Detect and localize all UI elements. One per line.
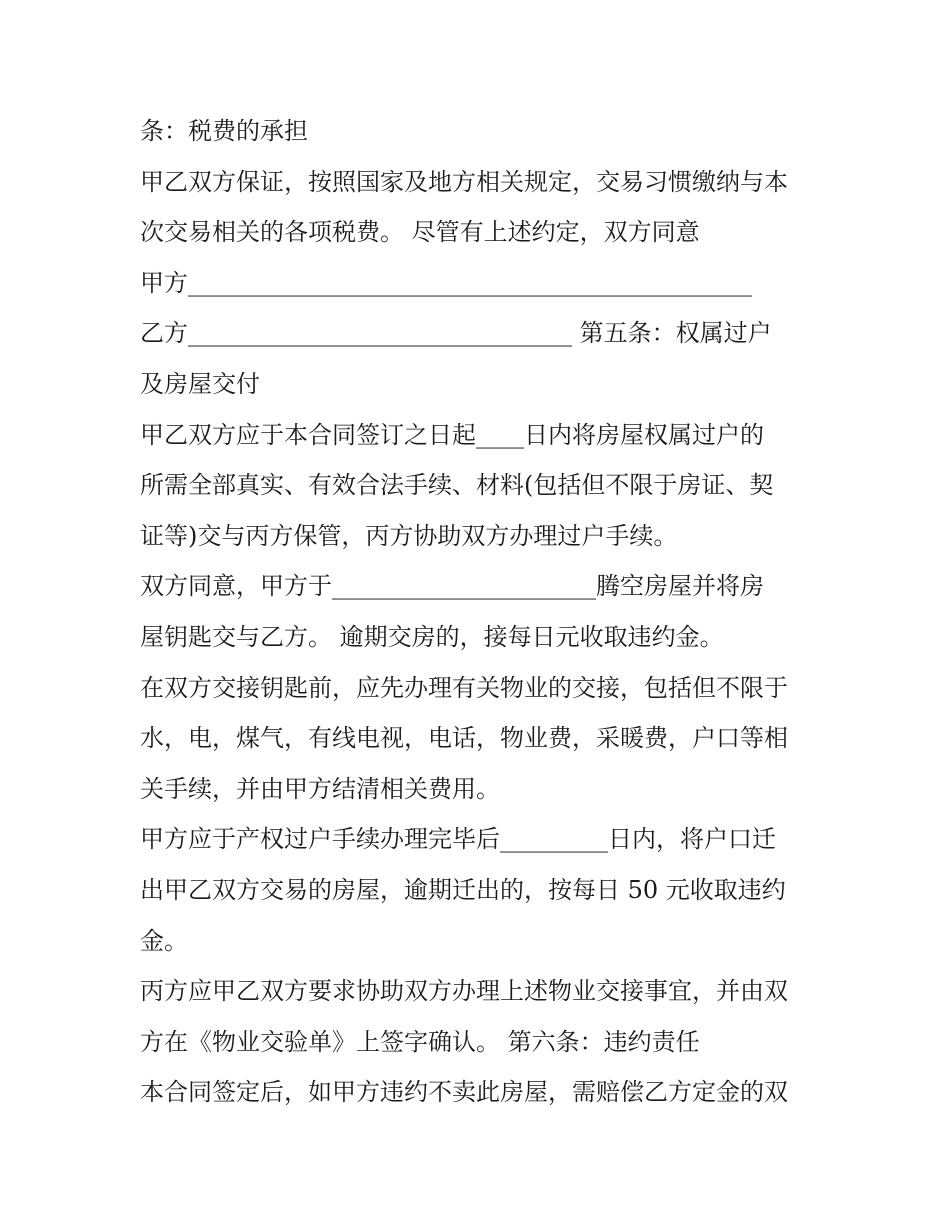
text-line: 水，电，煤气，有线电视，电话，物业费，采暖费，户口等相: [140, 724, 788, 753]
text-line: 丙方应甲乙双方要求协助双方办理上述物业交接事宜，并由双: [140, 977, 788, 1006]
text-line: 乙方________________________________ 第五条：权属过户: [140, 319, 772, 348]
text-line: 甲乙双方保证，按照国家及地方相关规定，交易习惯缴纳与本: [140, 167, 788, 196]
text-line: 关手续，并由甲方结清相关费用。: [140, 774, 500, 803]
text-line: 在双方交接钥匙前，应先办理有关物业的交接，包括但不限于: [140, 673, 788, 702]
text-line: 双方同意，甲方于______________________腾空房屋并将房: [140, 572, 764, 601]
text-line: 金。: [140, 926, 188, 955]
text-line: 所需全部真实、有效合法手续、材料(包括但不限于房证、契: [140, 471, 774, 500]
text-line: 出甲乙双方交易的房屋，逾期迁出的，按每日 50 元收取违约: [140, 875, 786, 904]
text-line: 甲方_______________________________________________: [140, 268, 752, 297]
text-line: 条：税费的承担: [140, 117, 308, 145]
text-line: 本合同签定后，如甲方违约不卖此房屋，需赔偿乙方定金的双: [140, 1078, 788, 1107]
text-line: 证等)交与丙方保管，丙方协助双方办理过户手续。: [140, 521, 678, 550]
text-line: 屋钥匙交与乙方。 逾期交房的，接每日元收取违约金。: [140, 622, 724, 651]
text-line: 次交易相关的各项税费。 尽管有上述约定，双方同意: [140, 218, 700, 247]
text-line: 甲方应于产权过户手续办理完毕后_________日内，将户口迁: [140, 825, 776, 854]
document-body: [140, 106, 820, 1118]
text-line: 方在《物业交验单》上签字确认。 第六条：违约责任: [140, 1027, 700, 1056]
text-line: 及房屋交付: [140, 369, 260, 398]
text-line: 甲乙双方应于本合同签订之日起____日内将房屋权属过户的: [140, 420, 764, 449]
